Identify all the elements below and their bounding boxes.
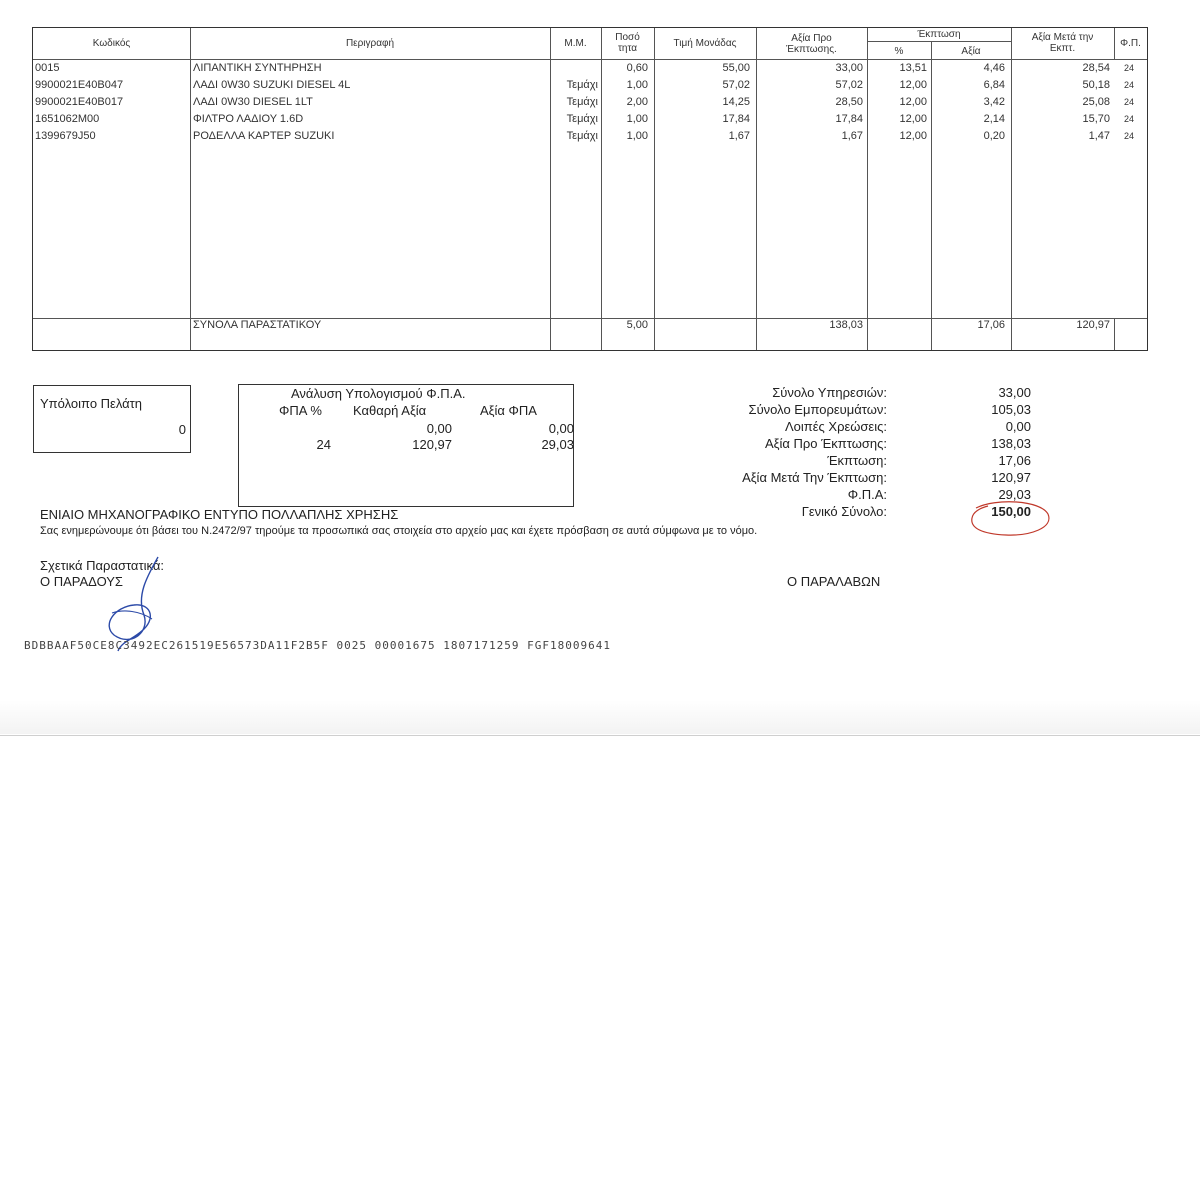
col-divider	[1114, 318, 1115, 350]
header-value-before-line1: Αξία Προ	[791, 33, 832, 44]
row-discount-pct: 12,00	[899, 113, 927, 125]
totals-before: 138,03	[829, 319, 863, 331]
vat-row-pct: 24	[316, 437, 331, 452]
row-vat: 24	[1123, 114, 1134, 124]
summary-label: Φ.Π.Α:	[847, 487, 887, 502]
header-value-after-line2: Εκπτ.	[1049, 43, 1076, 54]
totals-after: 120,97	[1076, 319, 1110, 331]
summary-value: 120,97	[991, 470, 1031, 485]
col-divider	[601, 28, 602, 350]
row-unit-price: 1,67	[728, 130, 750, 142]
row-code: 9900021E40B047	[35, 79, 124, 91]
row-unit: Τεμάχι	[566, 113, 598, 125]
receiver-label: Ο ΠΑΡΑΛΑΒΩΝ	[787, 574, 881, 589]
header-unit: Μ.Μ.	[564, 38, 587, 49]
vat-analysis-box	[238, 384, 574, 507]
form-title: ΕΝΙΑΙΟ ΜΗΧΑΝΟΓΡΑΦΙΚΟ ΕΝΤΥΠΟ ΠΟΛΛΑΠΛΗΣ ΧΡΗΣΗΣ	[40, 507, 399, 522]
row-description: ΛΑΔΙ 0W30 SUZUKI DIESEL 4L	[193, 79, 351, 91]
related-documents-label: Σχετικά Παραστατικά:	[40, 558, 164, 573]
row-discount-pct: 12,00	[899, 96, 927, 108]
discount-subheader-line	[867, 41, 1011, 42]
row-description: ΛΑΔΙ 0W30 DIESEL 1LT	[193, 96, 313, 108]
privacy-notice: Σας ενημερώνουμε ότι βάσει του Ν.2472/97 τηρούμε τα προσωπικά σας στοιχεία στο αρχείο μας και έχετε πρόσβαση σε αυτά σύμφωνα με το νόμο.	[40, 525, 758, 537]
header-bottom-line	[33, 59, 1147, 60]
row-code: 1651062M00	[35, 113, 100, 125]
vat-row-net: 120,97	[412, 437, 452, 452]
row-value-after: 28,54	[1082, 62, 1110, 74]
vat-col-pct-header: ΦΠΑ %	[279, 403, 322, 418]
summary-value: 17,06	[998, 453, 1031, 468]
row-vat: 24	[1123, 131, 1134, 141]
row-qty: 1,00	[626, 113, 648, 125]
summary-label: Σύνολο Εμπορευμάτων:	[748, 402, 887, 417]
header-quantity-line2: τητα	[617, 43, 638, 54]
totals-label: ΣΥΝΟΛΑ ΠΑΡΑΣΤΑΤΙΚΟΥ	[193, 319, 322, 331]
row-code: 9900021E40B017	[35, 96, 124, 108]
row-code: 0015	[35, 62, 60, 74]
row-unit-price: 14,25	[722, 96, 750, 108]
header-value-after-line1: Αξία Μετά την	[1031, 32, 1094, 43]
row-description: ΛΙΠΑΝΤΙΚΗ ΣΥΝΤΗΡΗΣΗ	[193, 62, 322, 74]
row-qty: 1,00	[626, 130, 648, 142]
row-value-before: 1,67	[841, 130, 863, 142]
header-quantity-line1: Ποσό	[615, 32, 640, 43]
paper-edge	[0, 700, 1200, 734]
col-divider	[654, 28, 655, 350]
row-value-after: 15,70	[1082, 113, 1110, 125]
customer-balance-value: 0	[178, 422, 186, 437]
row-description: ΡΟΔΕΛΛΑ ΚΑΡΤΕΡ SUZUKI	[193, 130, 335, 142]
summary-label: Λοιπές Χρεώσεις:	[784, 419, 887, 434]
row-discount-pct: 13,51	[899, 62, 927, 74]
row-qty: 2,00	[626, 96, 648, 108]
summary-label: Έκπτωση:	[827, 453, 887, 468]
col-divider	[550, 28, 551, 350]
row-discount-value: 4,46	[983, 62, 1005, 74]
summary-value: 33,00	[998, 385, 1031, 400]
vat-row-vat: 29,03	[541, 437, 574, 452]
totals-qty: 5,00	[626, 319, 648, 331]
summary-value: 0,00	[1005, 419, 1031, 434]
summary-value: 29,03	[998, 487, 1031, 502]
header-discount-pct: %	[894, 46, 904, 57]
summary-label: Σύνολο Υπηρεσιών:	[772, 385, 887, 400]
col-divider	[1011, 28, 1012, 350]
vat-col-net-header: Καθαρή Αξία	[353, 403, 427, 418]
row-value-before: 17,84	[835, 113, 863, 125]
row-discount-pct: 12,00	[899, 79, 927, 91]
col-divider	[756, 28, 757, 350]
row-value-after: 25,08	[1082, 96, 1110, 108]
row-unit: Τεμάχι	[566, 96, 598, 108]
row-discount-pct: 12,00	[899, 130, 927, 142]
row-unit: Τεμάχι	[566, 130, 598, 142]
row-code: 1399679J50	[35, 130, 96, 142]
row-discount-value: 0,20	[983, 130, 1005, 142]
header-unit-price: Τιμή Μονάδας	[673, 38, 737, 49]
vat-row-vat: 0,00	[548, 421, 574, 436]
customer-balance-box	[33, 385, 191, 453]
grand-total-circle	[966, 500, 1054, 540]
summary-value: 138,03	[991, 436, 1031, 451]
header-discount-value: Αξία	[961, 46, 981, 57]
row-description: ΦΙΛΤΡΟ ΛΑΔΙΟΥ 1.6D	[193, 113, 304, 125]
vat-row-net: 0,00	[426, 421, 452, 436]
totals-discount: 17,06	[977, 319, 1005, 331]
header-code: Κωδικός	[92, 38, 131, 49]
header-quantity	[601, 32, 654, 54]
row-value-after: 1,47	[1088, 130, 1110, 142]
row-vat: 24	[1123, 80, 1134, 90]
col-divider	[190, 28, 191, 350]
header-description: Περιγραφή	[345, 38, 395, 49]
deliverer-label: Ο ΠΑΡΑΔΟΥΣ	[40, 574, 123, 589]
row-unit-price: 17,84	[722, 113, 750, 125]
row-qty: 1,00	[626, 79, 648, 91]
row-value-before: 28,50	[835, 96, 863, 108]
header-vat: Φ.Π.	[1120, 38, 1141, 49]
vat-col-vat-header: Αξία ΦΠΑ	[480, 403, 537, 418]
signature-code: BDBBAAF50CE8C3492EC261519E56573DA11F2B5F 0025 00001675 1807171259 FGF18009641	[24, 639, 611, 652]
row-vat: 24	[1123, 97, 1134, 107]
header-value-after	[1011, 32, 1114, 54]
customer-balance-label: Υπόλοιπο Πελάτη	[40, 396, 143, 411]
summary-value: 150,00	[991, 504, 1031, 519]
summary-label: Αξία Μετά Την Έκπτωση:	[742, 470, 887, 485]
items-table	[32, 27, 1148, 351]
row-unit-price: 55,00	[722, 62, 750, 74]
row-qty: 0,60	[626, 62, 648, 74]
summary-label: Αξία Προ Έκπτωσης:	[764, 436, 887, 451]
col-divider	[867, 28, 868, 350]
row-vat: 24	[1123, 63, 1134, 73]
row-discount-value: 3,42	[983, 96, 1005, 108]
summary-value: 105,03	[991, 402, 1031, 417]
header-discount: Έκπτωση	[917, 29, 961, 40]
row-discount-value: 2,14	[983, 113, 1005, 125]
header-value-before	[756, 33, 867, 55]
summary-label: Γενικό Σύνολο:	[801, 504, 887, 519]
header-value-before-line2: Έκπτωσης.	[786, 44, 837, 55]
row-value-before: 33,00	[835, 62, 863, 74]
row-value-after: 50,18	[1082, 79, 1110, 91]
row-unit: Τεμάχι	[566, 79, 598, 91]
row-value-before: 57,02	[835, 79, 863, 91]
vat-analysis-title: Ανάλυση Υπολογισμού Φ.Π.Α.	[291, 386, 466, 401]
row-discount-value: 6,84	[983, 79, 1005, 91]
row-unit-price: 57,02	[722, 79, 750, 91]
